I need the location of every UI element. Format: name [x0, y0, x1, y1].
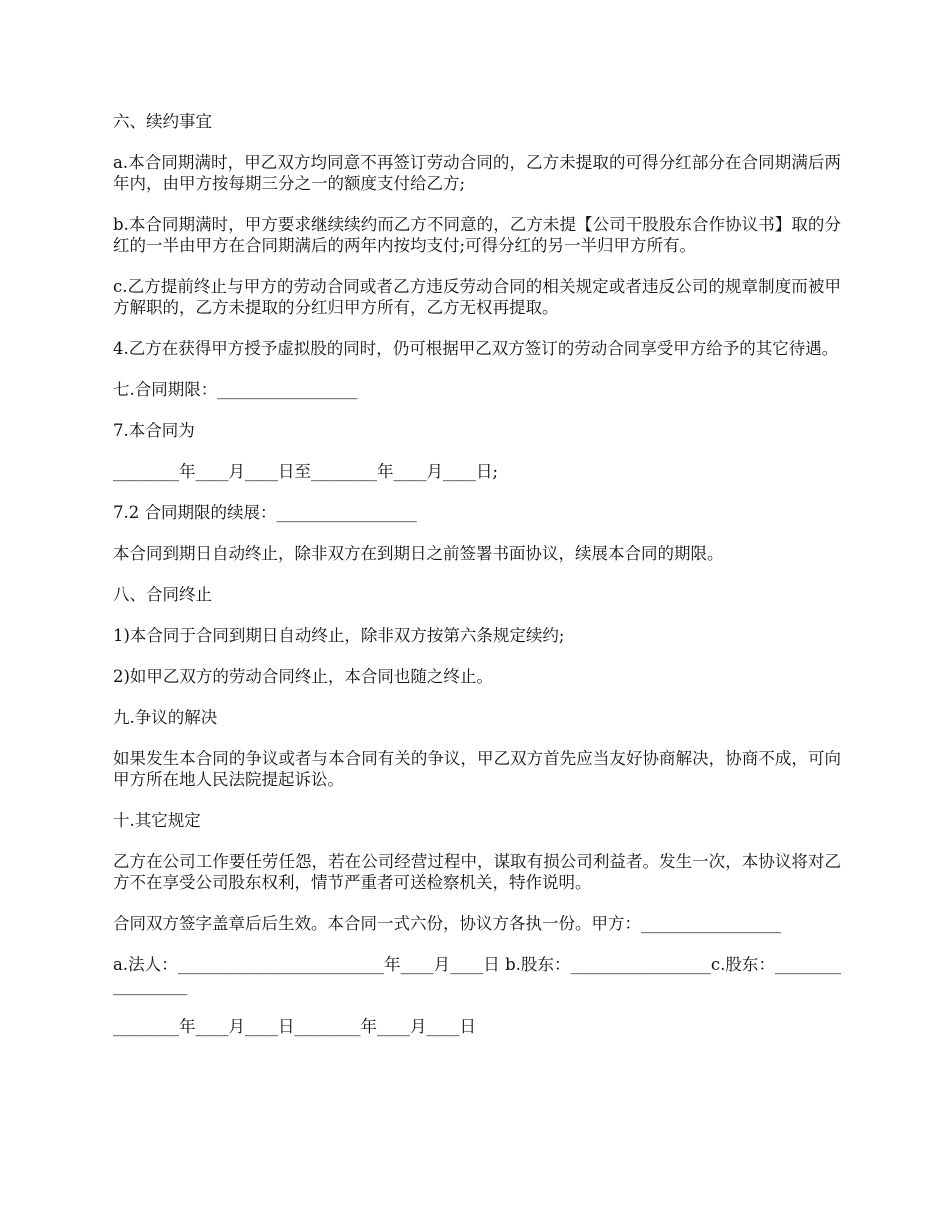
clause-other: 乙方在公司工作要任劳任怨，若在公司经营过程中，谋取有损公司利益者。发生一次，本协议将对乙方不在享受公司股东权利，情节严重者可送检察机关，特作说明。: [113, 852, 841, 892]
clause-effectiveness: 合同双方签字盖章后后生效。本合同一式六份，协议方各执一份。甲方：_________________: [113, 914, 782, 933]
clause-term-dates: ________年____月____日至________年____月____日;: [113, 462, 499, 481]
section-heading-term: 七.合同期限：_________________: [113, 380, 358, 399]
section-heading-termination: 八、合同终止: [113, 585, 212, 604]
document-page: [113, 111, 841, 1057]
clause-renewal-a: a.本合同期满时，甲乙双方均同意不再签订劳动合同的，乙方未提取的可得分红部分在合同期满后两年内，由甲方按每期三分之一的额度支付给乙方;: [113, 153, 841, 193]
clause-dispute: 如果发生本合同的争议或者与本合同有关的争议，甲乙双方首先应当友好协商解决，协商不成，可向甲方所在地人民法院提起诉讼。: [113, 749, 841, 789]
clause-other-benefits: 4.乙方在获得甲方授予虚拟股的同时，仍可根据甲乙双方签订的劳动合同享受甲方给予的其它待遇。: [113, 339, 839, 358]
signature-line: a.法人：_________________________年____月____日 b.股东：_________________c.股东：_________________: [113, 955, 841, 995]
clause-term-extension: 7.2 合同期限的续展：_________________: [113, 503, 417, 522]
clause-renewal-b: b.本合同期满时，甲方要求继续续约而乙方不同意的，乙方未提【公司干股股东合作协议书】取的分红的一半由甲方在合同期满后的两年内按均支付;可得分红的另一半归甲方所有。: [113, 215, 841, 255]
clause-termination-2: 2)如甲乙双方的劳动合同终止，本合同也随之终止。: [113, 667, 493, 686]
signature-dates: ________年____月____日________年____月____日: [113, 1017, 476, 1036]
clause-termination-1: 1)本合同于合同到期日自动终止，除非双方按第六条规定续约;: [113, 626, 565, 645]
section-heading-renewal: 六、续约事宜: [113, 112, 212, 131]
section-heading-other: 十.其它规定: [113, 811, 201, 830]
clause-term-label: 7.本合同为: [113, 421, 195, 440]
clause-term-auto-end: 本合同到期日自动终止，除非双方在到期日之前签署书面协议，续展本合同的期限。: [113, 544, 724, 563]
clause-renewal-c: c.乙方提前终止与甲方的劳动合同或者乙方违反劳动合同的相关规定或者违反公司的规章制度而被甲方解职的，乙方未提取的分红归甲方所有，乙方无权再提取。: [113, 277, 841, 317]
section-heading-dispute: 九.争议的解决: [113, 708, 218, 727]
